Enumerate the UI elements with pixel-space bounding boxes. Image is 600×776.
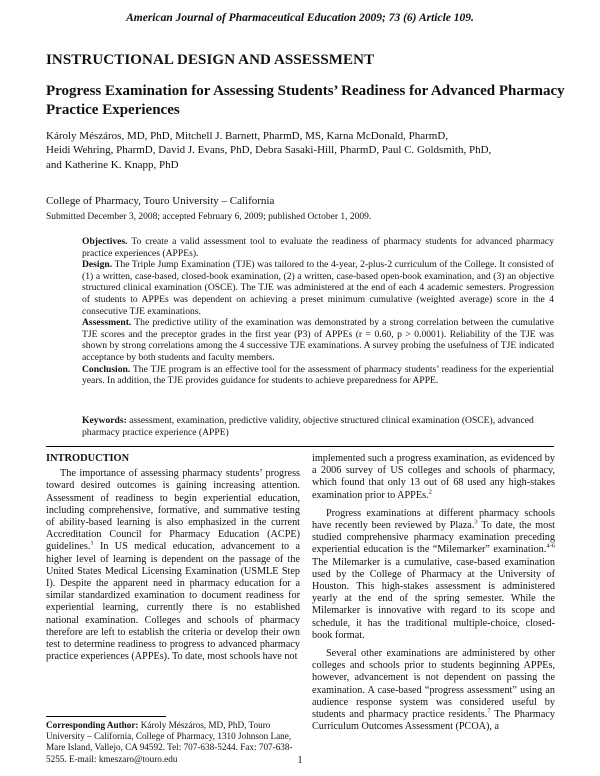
design-text: The Triple Jump Examination (TJE) was tailored to the 4-year, 2-plus-2 curriculum of the College. It consisted of (1) a written, case-based, closed-book examination, (2) a written, case-based open-book examination, and (3) an objective structured clinical examination (OSCE). The TJE was administered at the end of each 4 academic semesters. Progression of students to APPEs was dependent on achieving a preset minimum cumulative (weighted average) score in the 4 consecutive TJE examinations.	[82, 259, 555, 317]
keywords-text: assessment, examination, predictive validity, objective structured clinical examination (OSCE), advanced pharmacy practice experience (APPE)	[82, 415, 534, 438]
corresponding-author-label: Corresponding Author:	[46, 720, 139, 730]
right-column	[312, 453, 555, 739]
assessment-text: The predictive utility of the examination was demonstrated by a strong correlation between the cumulative TJE scores and the preceptor grades in the first year (P3) of APPEs (r = 0.60, p > 0.0001). Reliability of the TJE was shown by strong correlations among the 4 successive TJE examinations. A survey probing the usefulness of TJE indicated acceptance by both students and faculty members.	[82, 317, 554, 363]
paragraph-text: To date, the most studied comprehensive pharmacy examination preceding experiential education is the “Milemarker” examination.	[312, 520, 555, 556]
page-number: 1	[297, 755, 303, 766]
section-heading: INSTRUCTIONAL DESIGN AND ASSESSMENT	[46, 52, 375, 68]
author-line: Heidi Wehring, PharmD, David J. Evans, PhD, Debra Sasaki-Hill, PharmD, Paul C. Goldsmith, PhD,	[46, 144, 492, 157]
introduction-paragraph	[46, 468, 300, 663]
abstract-assessment	[82, 317, 554, 363]
design-label: Design.	[82, 259, 113, 271]
conclusion-label: Conclusion.	[82, 363, 131, 375]
objectives-label: Objectives.	[82, 236, 128, 247]
body-paragraph	[312, 648, 555, 733]
paragraph-text: implemented such a progress examination, as evidenced by a 2006 survey of US colleges and schools of pharmacy, which found that only 13 out of 68 used any high-stakes examination prior to APPEs.	[312, 453, 555, 501]
footnote-divider	[46, 716, 166, 717]
abstract	[82, 236, 554, 387]
reference-marker: 2	[428, 488, 432, 496]
abstract-conclusion	[82, 364, 554, 387]
journal-header: American Journal of Pharmaceutical Education 2009; 73 (6) Article 109.	[126, 12, 474, 24]
keywords	[82, 415, 554, 438]
left-column	[46, 453, 300, 663]
reference-marker: 1	[90, 540, 94, 548]
introduction-heading: INTRODUCTION	[46, 453, 130, 464]
paragraph-text: The Pharmacy Curriculum Outcomes Assessment (PCOA), a	[312, 709, 555, 733]
paragraph-text: Several other examinations are administered by other colleges and schools prior to students beginning APPEs, however, advancement is not dependent on passing the examination. A case-based “progress assessment” using an audience response system was considered useful by students and pharmacy practice residents.	[312, 648, 555, 721]
abstract-objectives	[82, 236, 554, 259]
reference-marker: 3	[474, 518, 478, 526]
abstract-design	[82, 259, 554, 317]
corresponding-author-text: Károly Mészáros, MD, PhD, Touro University – California, College of Pharmacy, 1310 Johnson Lane, Mare Island, Vallejo, CA 94592. Tel: 707-638-5244. Fax: 707-638-5255. E-mail: kmeszaro@touro.edu	[46, 720, 293, 764]
body-paragraph	[312, 508, 555, 642]
reference-marker: 4-6	[546, 543, 555, 551]
author-line: and Katherine K. Knapp, PhD	[46, 158, 179, 171]
paragraph-text: Progress examinations at different pharmacy schools have recently been reviewed by Plaza.	[312, 507, 555, 532]
assessment-label: Assessment.	[82, 317, 132, 329]
conclusion-text: The TJE program is an effective tool for the assessment of pharmacy students’ readiness for the experiential years. In addition, the TJE provides guidance for students to achieve preparedness for APPE.	[82, 363, 554, 387]
author-line: Károly Mészáros, MD, PhD, Mitchell J. Barnett, PharmD, MS, Karna McDonald, PharmD,	[46, 130, 449, 142]
body-paragraph	[312, 453, 555, 502]
paragraph-text: The Milemarker is a cumulative, case-based examination used by the College of Pharmacy at the University of Houston. This high-stakes assessment is administered yearly at the end of the spring semester. While the Milemarker is innovative with regard to its scope and schedule, it has the traditional multiple-choice, closed-book format.	[312, 556, 555, 641]
section-divider	[46, 446, 554, 447]
paragraph-text: In US medical education, advancement to a higher level of learning is dependent on the passage of the United States Medical Licensing Examination (USMLE Step I). Despite the apparent need in pharmacy education for a similar standardized examination to document readiness for experiential learning, currently there is no established national examination. Colleges and schools of pharmacy therefore are left to establish the criteria or develop their own test to determine readiness to progress to advanced pharmacy practice experiences (APPEs). To date, most schools have not	[46, 541, 300, 663]
objectives-text: To create a valid assessment tool to evaluate the readiness of pharmacy students for advanced pharmacy practice experiences (APPEs).	[82, 236, 554, 259]
reference-marker: 7	[487, 707, 491, 715]
affiliation: College of Pharmacy, Touro University – California	[46, 195, 275, 207]
paragraph-text: The importance of assessing pharmacy students’ progress toward desired outcomes is gaining increasing attention. Assessment of readiness to begin experiential education, including comprehensive, formative, and summative testing of ability-based learning is also emphasized in the current Accreditation Council for Pharmacy Education (ACPE) guidelines.	[46, 468, 300, 553]
keywords-label: Keywords:	[82, 415, 127, 426]
article-title: Progress Examination for Assessing Students’ Readiness for Advanced Pharmacy Practice Experiences	[46, 83, 565, 118]
author-list	[46, 129, 566, 172]
submission-dates: Submitted December 3, 2008; accepted February 6, 2009; published October 1, 2009.	[46, 212, 372, 222]
